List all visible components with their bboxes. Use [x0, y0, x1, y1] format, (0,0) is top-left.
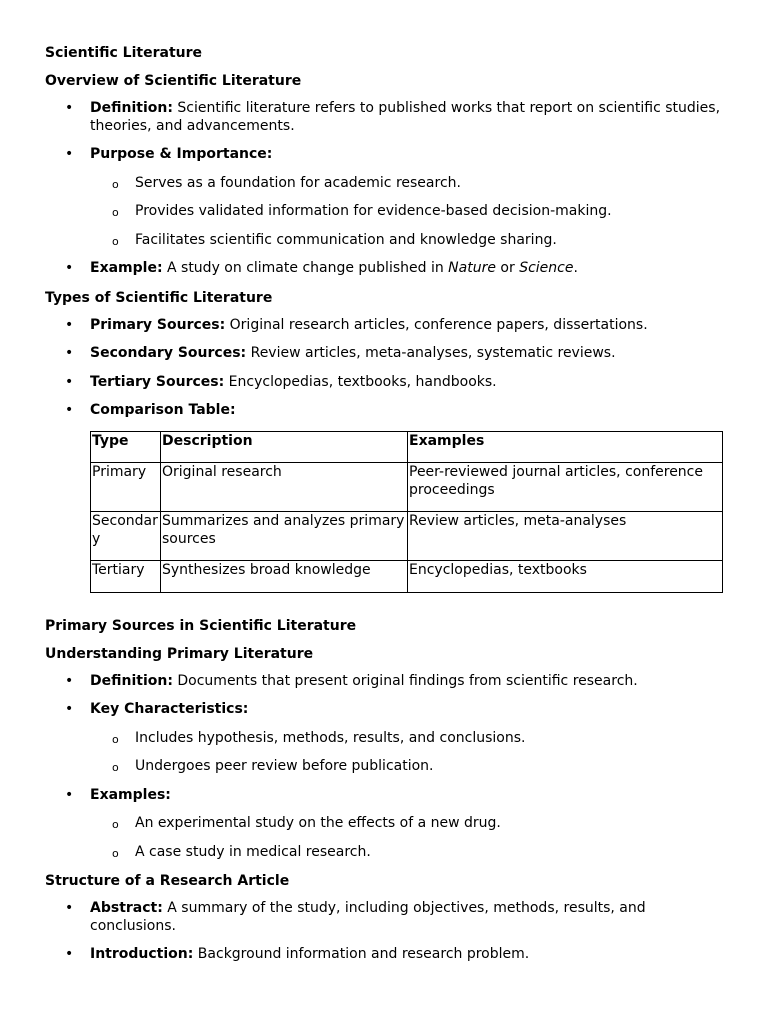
overview-example	[90, 260, 735, 278]
primary-subheading: Understanding Primary Literature	[45, 645, 314, 662]
purpose-label: Purpose & Importance:	[90, 146, 273, 162]
primary-list	[45, 673, 735, 862]
table-cell: Review articles, meta-analyses	[408, 512, 723, 561]
table-header-examples: Examples	[408, 431, 723, 463]
overview-definition	[90, 100, 735, 135]
example-or: or	[495, 260, 520, 276]
types-item-comparison	[90, 402, 735, 420]
characteristic-item: o Undergoes peer review before publication.	[135, 758, 735, 776]
table-header-description: Description	[161, 431, 408, 463]
comparison-table	[90, 431, 723, 593]
types-item-secondary	[90, 345, 735, 363]
structure-item-text: Background information and research problem.	[193, 946, 530, 962]
primary-examples	[90, 787, 735, 862]
purpose-sublist	[90, 175, 735, 250]
table-cell: Synthesizes broad knowledge	[161, 561, 408, 593]
table-header-type: Type	[91, 431, 161, 463]
structure-item-label: Introduction:	[90, 946, 194, 962]
examples-sublist	[90, 815, 735, 861]
table-cell: Secondary	[91, 512, 161, 561]
structure-item-introduction	[90, 946, 735, 964]
types-item-text: Encyclopedias, textbooks, handbooks.	[224, 373, 497, 390]
table-header-row	[91, 431, 723, 463]
characteristics-label: Key Characteristics:	[90, 701, 249, 717]
overview-purpose	[90, 146, 735, 249]
table-row	[91, 561, 723, 593]
primary-heading: Primary Sources in Scientific Literature	[45, 617, 357, 634]
purpose-item: o Facilitates scientific communication and knowledge sharing.	[135, 232, 735, 250]
table-cell: Peer-reviewed journal articles, conference proceedings	[408, 463, 723, 512]
types-item-label: Tertiary Sources:	[90, 373, 225, 390]
table-cell: Original research	[161, 463, 408, 512]
types-item-label: Primary Sources:	[90, 316, 226, 333]
structure-item-abstract	[90, 900, 735, 935]
structure-item-text: A summary of the study, including objectives, methods, results, and conclusions.	[90, 900, 646, 934]
document-page	[45, 44, 735, 975]
journal-science: Science	[519, 260, 574, 276]
types-heading: Types of Scientific Literature	[45, 289, 273, 306]
types-item-text: Original research articles, conference papers, dissertations.	[225, 316, 648, 333]
characteristics-sublist	[90, 730, 735, 776]
table-row	[91, 512, 723, 561]
types-item-text: Review articles, meta-analyses, systematic reviews.	[246, 345, 616, 361]
example-item: o An experimental study on the effects of a new drug.	[135, 815, 735, 833]
table-cell: Summarizes and analyzes primary sources	[161, 512, 408, 561]
example-label: Example:	[90, 260, 163, 276]
primary-characteristics	[90, 701, 735, 776]
structure-heading: Structure of a Research Article	[45, 873, 290, 889]
definition-text: Documents that present original findings from scientific research.	[172, 672, 638, 689]
types-list	[45, 317, 735, 420]
purpose-item: o Serves as a foundation for academic research.	[135, 175, 735, 193]
comparison-table-label: Comparison Table:	[90, 402, 236, 418]
example-item: o A case study in medical research.	[135, 844, 735, 862]
example-end: .	[573, 260, 578, 276]
table-cell: Encyclopedias, textbooks	[408, 561, 723, 593]
journal-nature: Nature	[448, 260, 496, 276]
types-item-primary	[90, 317, 735, 335]
overview-list	[45, 100, 735, 278]
structure-item-label: Abstract:	[90, 900, 163, 916]
definition-label: Definition:	[90, 100, 173, 116]
characteristic-item: o Includes hypothesis, methods, results, and conclusions.	[135, 730, 735, 748]
types-item-label: Secondary Sources:	[90, 345, 247, 361]
table-row	[91, 463, 723, 512]
definition-label: Definition:	[90, 672, 173, 689]
purpose-item: o Provides validated information for evidence-based decision-making.	[135, 203, 735, 221]
overview-heading: Overview of Scientific Literature	[45, 73, 302, 89]
table-cell: Tertiary	[91, 561, 161, 593]
primary-definition	[90, 673, 735, 691]
types-item-tertiary	[90, 374, 735, 392]
structure-list	[45, 900, 735, 964]
table-cell: Primary	[91, 463, 161, 512]
examples-label: Examples:	[90, 786, 171, 803]
definition-text: Scientific literature refers to published works that report on scientific studies, theories, and advancements.	[90, 100, 721, 134]
example-pre: A study on climate change published in	[162, 260, 449, 276]
document-title: Scientific Literature	[45, 45, 203, 61]
